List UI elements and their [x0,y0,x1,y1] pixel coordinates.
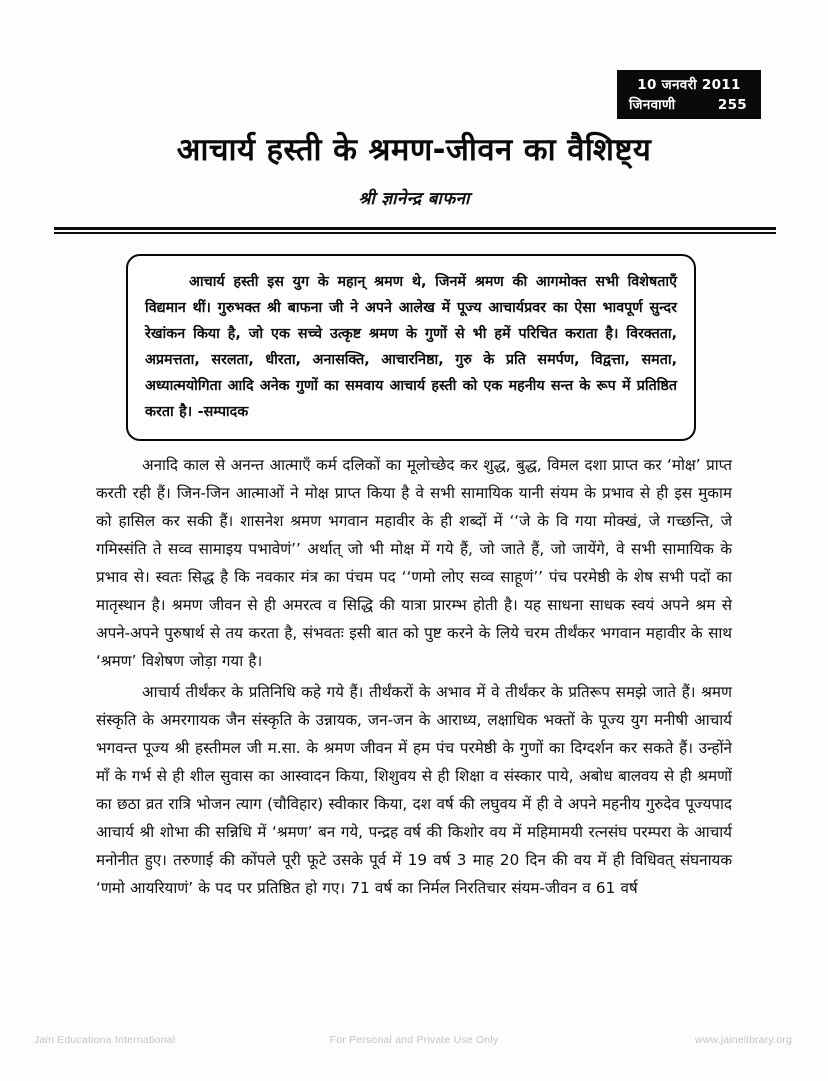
issue-badge [617,70,761,119]
footer-center-text: For Personal and Private Use Only [329,1034,499,1046]
footer-left-text: Jain Educationa International [34,1034,176,1046]
section-divider [54,227,776,235]
body-paragraph-2: आचार्य तीर्थंकर के प्रतिनिधि कहे गये हैं। तीर्थंकरों के अभाव में वे तीर्थंकर के प्रतिरूप समझे जाते हैं। श्रमण संस्कृति के अमरगायक जैन संस्कृति के उन्नायक, जन-जन के आराध्य, लक्षाधिक भक्तों के पूज्य युग मनीषी आचार्य भगवन्त पूज्य श्री हस्तीमल जी म.सा. के श्रमण जीवन में हम पंच परमेष्ठी के गुणों का दिग्दर्शन कर सकते हैं। उन्होंने माँ के गर्भ से ही शील सुवास का आस्वादन किया, शिशुवय से ही शिक्षा व संस्कार पाये, अबोध बालवय से ही श्रमणों का छठा व्रत रात्रि भोजन त्याग (चौविहार) स्वीकार किया, दश वर्ष की लघुवय में ही वे अपने महनीय गुरुदेव पूज्यपाद आचार्य श्री शोभा की सन्निधि में ‘श्रमण’ बन गये, पन्द्रह वर्ष की किशोर वय में महिमामयी रत्नसंघ परम्परा के आचार्य मनोनीत हुए। तरुणाई की कोंपले पूरी फूटे उसके पूर्व में 19 वर्ष 3 माह 20 दिन की वय में ही विधिवत् संघनायक ‘णमो आयरियाणं’ के पद पर प्रतिष्ठित हो गए। 71 वर्ष का निर्मल निरतिचार संयम-जीवन व 61 वर्ष [96,682,732,897]
divider-thin-line [54,232,776,234]
title-block [40,131,788,209]
journal-name: जिनवाणी [629,96,676,113]
page-number: 255 [717,96,747,113]
editor-abstract-box [126,254,696,441]
abstract-body-text: आचार्य हस्ती इस युग के महान् श्रमण थे, जिनमें श्रमण की आगमोक्त सभी विशेषताएँ विद्यमान थीं। गुरुभक्त श्री बाफना जी ने अपने आलेख में पूज्य आचार्यप्रवर का ऐसा भावपूर्ण सुन्दर रेखांकन किया है, जो एक सच्चे उत्कृष्ट श्रमण के गुणों से भी हमें परिचित कराता है। विरक्तता, अप्रमत्तता, सरलता, धीरता, अनासक्ति, आचारनिष्ठा, गुरु के प्रति समर्पण, विद्वत्ता, समता, अध्यात्मयोगिता आदि अनेक गुणों का समवाय आचार्य हस्ती को एक महनीय सन्त के रूप में प्रतिष्ठित करता है। [145,274,677,421]
editor-signature: -सम्पादक [197,404,249,421]
issue-journal-line [627,96,751,116]
abstract-paragraph [145,269,677,425]
page-title: आचार्य हस्ती के श्रमण-जीवन का वैशिष्ट्य [176,132,652,168]
issue-date: 10 जनवरी 2011 [637,77,741,93]
article-author: श्री ज्ञानेन्द्र बाफना [358,188,470,209]
footer-right-url[interactable]: www.jainelibrary.org [694,1034,792,1046]
body-paragraph-1: अनादि काल से अनन्त आत्माएँ कर्म दलिकों का मूलोच्छेद कर शुद्ध, बुद्ध, विमल दशा प्राप्त कर ‘मोक्ष’ प्राप्त करती रही हैं। जिन-जिन आत्माओं ने मोक्ष प्राप्त किया है वे सभी सामायिक यानी संयम के प्रभाव से ही इस मुकाम को हासिल कर सकी हैं। शासनेश श्रमण भगवान महावीर के ही शब्दों में ‘‘जे के वि गया मोक्खं, जे गच्छन्ति, जे गमिस्संति ते सव्व सामाइय पभावेणं’’ अर्थात् जो भी मोक्ष में गये हैं, जो जाते हैं, जो जायेंगे, वे सभी सामायिक के प्रभाव से। स्वतः सिद्ध है कि नवकार मंत्र का पंचम पद ‘‘णमो लोए सव्व साहूणं’’ पंच परमेष्ठी के शेष सभी पदों का मातृस्थान है। श्रमण जीवन से ही अमरत्व व सिद्धि की यात्रा प्रारम्भ होती है। यह साधना साधक स्वयं अपने श्रम से अपने-अपने पुरुषार्थ से तय करता है, संभवतः इसी बात को पुष्ट करने के लिये चरम तीर्थंकर भगवान महावीर के साथ ‘श्रमण’ विशेषण जोड़ा गया है। [96,456,732,670]
article-body [96,452,732,905]
